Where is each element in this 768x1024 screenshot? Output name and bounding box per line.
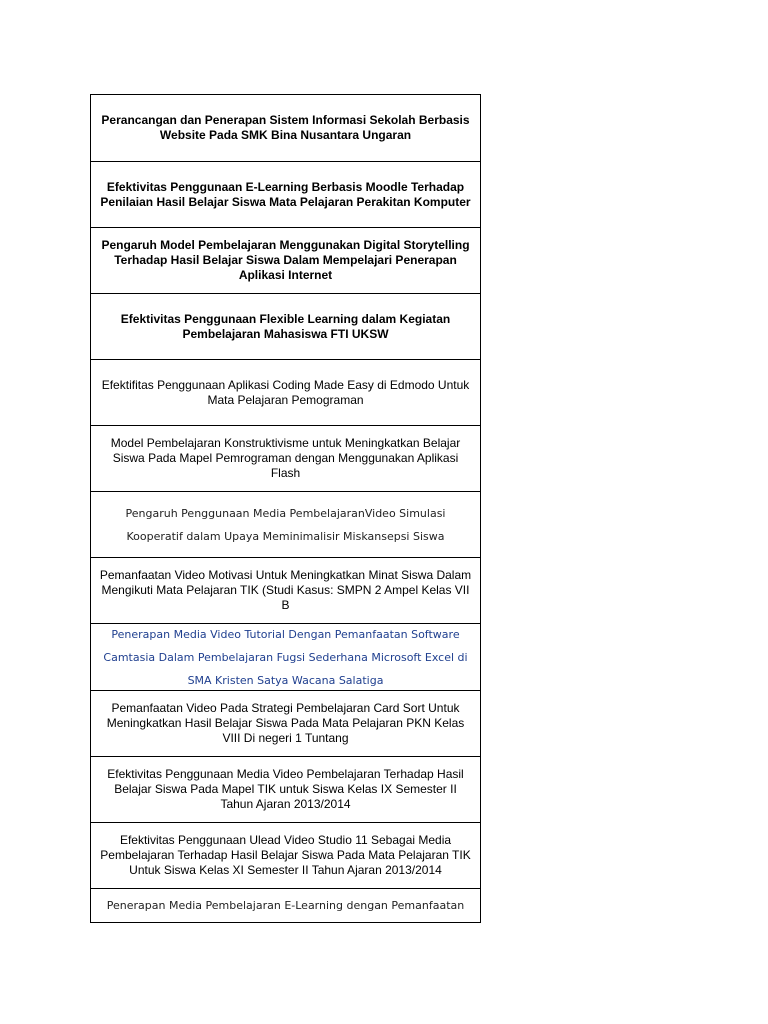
table-row	[91, 425, 480, 491]
row-title: Penerapan Media Pembelajaran E-Learning dengan Pemanfaatan	[106, 899, 465, 912]
table-row	[91, 756, 480, 822]
row-title: Model Pembelajaran Konstruktivisme untuk Meningkatkan Belajar Siswa Pada Mapel Pemrograman dengan Menggunakan Aplikasi Flash	[110, 436, 461, 480]
row-title: Pengaruh Model Pembelajaran Menggunakan Digital Storytelling Terhadap Hasil Belajar Siswa Dalam Mempelajari Penerapan Aplikasi Internet	[101, 238, 470, 282]
table-row	[91, 227, 480, 293]
row-title: Efektivitas Penggunaan Media Video Pembelajaran Terhadap Hasil Belajar Siswa Pada Mapel TIK untuk Siswa Kelas IX Semester II Tahun Ajaran 2013/2014	[107, 767, 464, 811]
row-title: Pemanfaatan Video Motivasi Untuk Meningkatkan Minat Siswa Dalam Mengikuti Mata Pelajaran TIK (Studi Kasus: SMPN 2 Ampel Kelas VII B	[99, 568, 472, 612]
row-title-link[interactable]: Penerapan Media Video Tutorial Dengan Pemanfaatan Software Camtasia Dalam Pembelajaran Fugsi Sederhana Microsoft Excel di SMA Kristen Satya Wacana Salatiga	[103, 627, 468, 687]
table-row	[91, 690, 480, 756]
row-title: Efektivitas Penggunaan Ulead Video Studio 11 Sebagai Media Pembelajaran Terhadap Hasil Belajar Siswa Pada Mata Pelajaran TIK Untuk Siswa Kelas XI Semester II Tahun Ajaran 2013/2014	[100, 833, 471, 877]
table-row	[91, 491, 480, 557]
row-title: Efektivitas Penggunaan Flexible Learning dalam Kegiatan Pembelajaran Mahasiswa FTI UKSW	[120, 311, 451, 341]
row-title: Efektivitas Penggunaan E-Learning Berbasis Moodle Terhadap Penilaian Hasil Belajar Siswa Mata Pelajaran Perakitan Komputer	[100, 179, 471, 209]
titles-table	[90, 94, 481, 923]
table-row	[91, 557, 480, 623]
row-title: Efektifitas Penggunaan Aplikasi Coding Made Easy di Edmodo Untuk Mata Pelajaran Pemograman	[101, 377, 470, 407]
row-title: Pengaruh Penggunaan Media PembelajaranVideo Simulasi Kooperatif dalam Upaya Meminimalisir Miskansepsi Siswa	[125, 506, 446, 543]
table-row	[91, 359, 480, 425]
table-row	[91, 95, 480, 161]
row-title: Pemanfaatan Video Pada Strategi Pembelajaran Card Sort Untuk Meningkatkan Hasil Belajar Siswa Pada Mata Pelajaran PKN Kelas VIII Di negeri 1 Tuntang	[106, 701, 465, 745]
table-row	[91, 623, 480, 690]
table-row	[91, 293, 480, 359]
table-row	[91, 161, 480, 227]
table-row	[91, 822, 480, 888]
row-title: Perancangan dan Penerapan Sistem Informasi Sekolah Berbasis Website Pada SMK Bina Nusantara Ungaran	[101, 113, 470, 142]
table-row	[91, 888, 480, 922]
